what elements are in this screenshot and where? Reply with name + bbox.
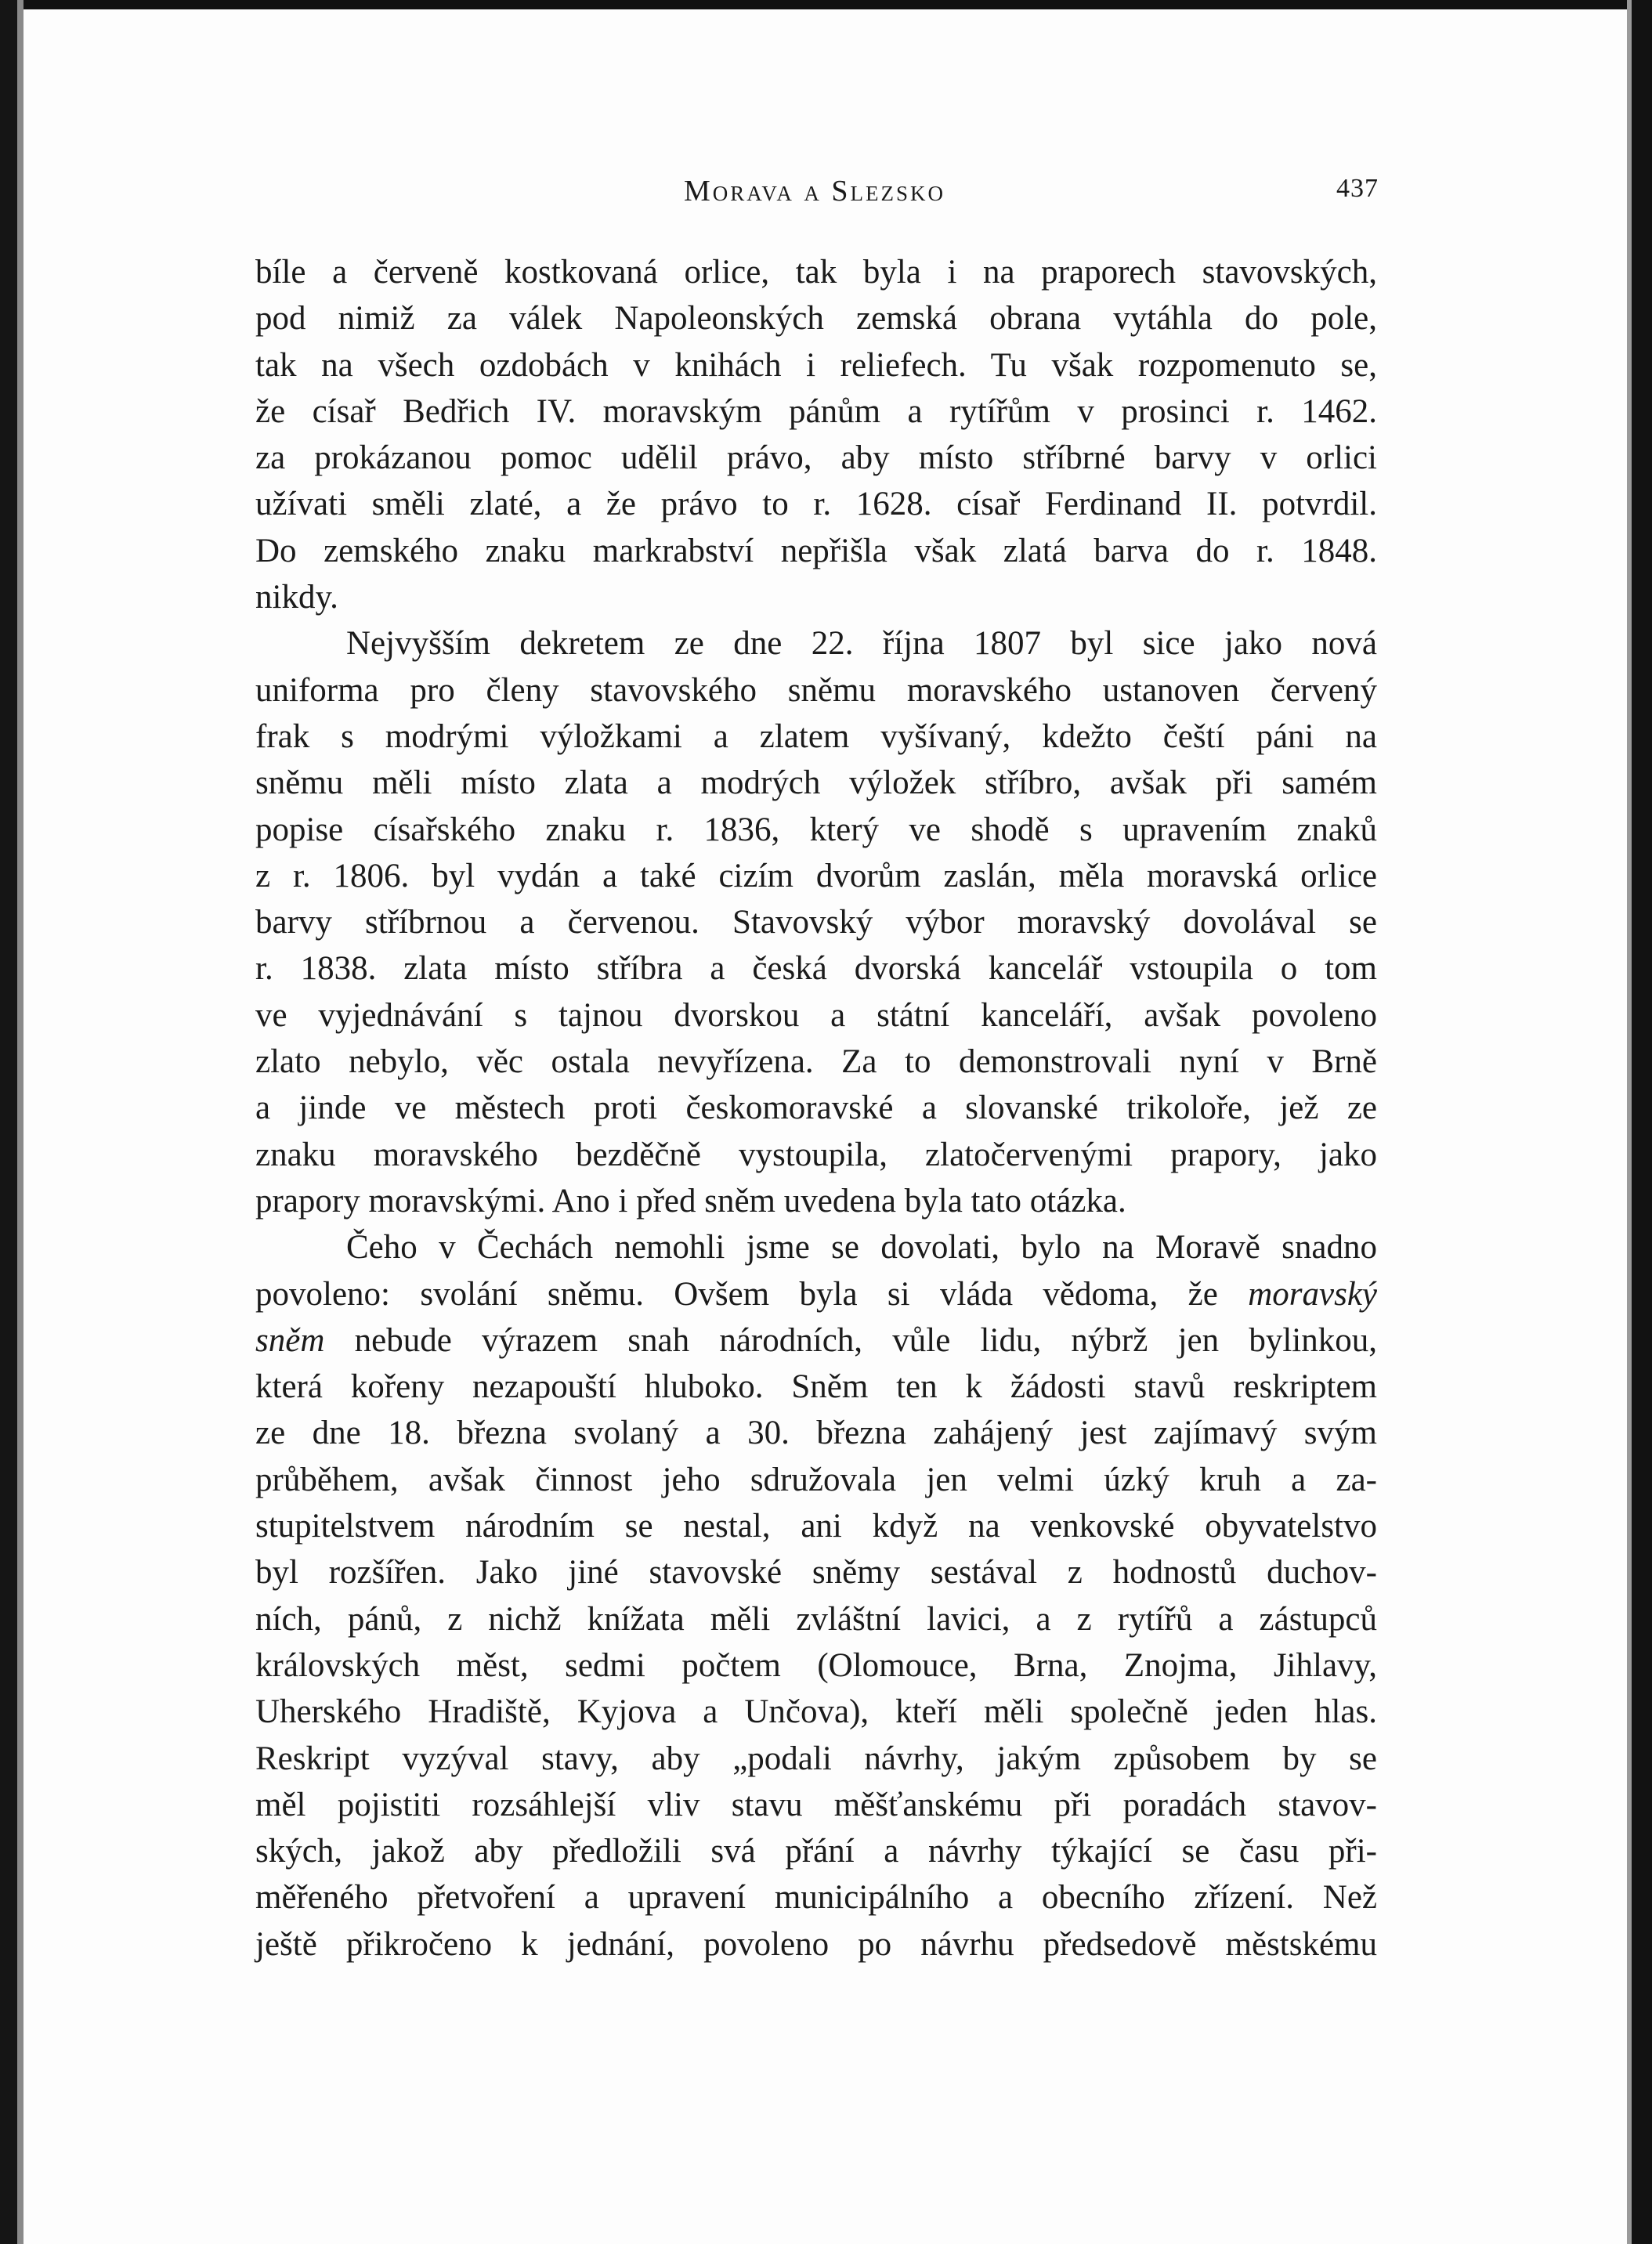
scan-edge-right bbox=[1632, 0, 1652, 2244]
text-line: bíle a červeně kostkovaná orlice, tak byla i na praporech stavovských, bbox=[255, 254, 1377, 291]
text-line: tak na všech ozdobách v knihách i reliefech. Tu však rozpomenuto se, bbox=[255, 346, 1377, 384]
paragraph-2 bbox=[255, 620, 1377, 1224]
text-line: ze dne 18. března svolaný a 30. března zahájený jest zajímavý svým bbox=[255, 1415, 1377, 1452]
italic-word: sněm bbox=[255, 1321, 325, 1359]
text-line: nikdy. bbox=[255, 579, 338, 616]
text-line: byl rozšířen. Jako jiné stavovské sněmy sestával z hodnostů duchov- bbox=[255, 1554, 1377, 1592]
text-line: že císař Bedřich IV. moravským pánům a rytířům v prosinci r. 1462. bbox=[255, 392, 1377, 430]
text-line: popise císařského znaku r. 1836, který ve shodě s upravením znaků bbox=[255, 811, 1377, 848]
text-line: Čeho v Čechách nemohli jsme se dovolati, bylo na Moravě snadno bbox=[346, 1229, 1377, 1267]
text-line: průběhem, avšak činnost jeho sdružovala jen velmi úzký kruh a za- bbox=[255, 1461, 1377, 1498]
text-line: sněmu měli místo zlata a modrých výložek stříbro, avšak při samém bbox=[255, 764, 1377, 802]
italic-word: moravský bbox=[1248, 1275, 1377, 1313]
text-line: měl pojistiti rozsáhlejší vliv stavu měšťanskému při poradách stavov- bbox=[255, 1786, 1377, 1823]
scan-edge-right-shadow bbox=[1627, 0, 1632, 2244]
text-line: znaku moravského bezděčně vystoupila, zlatočervenými prapory, jako bbox=[255, 1136, 1377, 1173]
text-line: ve vyjednávání s tajnou dvorskou a státní kanceláří, avšak povoleno bbox=[255, 996, 1377, 1034]
text-line: královských měst, sedmi počtem (Olomouce, Brna, Znojma, Jihlavy, bbox=[255, 1646, 1377, 1684]
text-line: frak s modrými výložkami a zlatem vyšívaný, kdežto čeští páni na bbox=[255, 717, 1377, 755]
text-line: povoleno: svolání sněmu. Ovšem byla si vláda vědoma, že moravský bbox=[255, 1275, 1377, 1313]
text-line: prapory moravskými. Ano i před sněm uvedena byla tato otázka. bbox=[255, 1182, 1126, 1220]
text-line: pod nimiž za válek Napoleonských zemská obrana vytáhla do pole, bbox=[255, 300, 1377, 338]
text-line: Reskript vyzýval stavy, aby „podali návrhy, jakým způsobem by se bbox=[255, 1740, 1377, 1777]
text-line: stupitelstvem národním se nestal, ani když na venkovské obyvatelstvo bbox=[255, 1508, 1377, 1545]
page-header bbox=[251, 174, 1379, 221]
scan-edge-left-shadow bbox=[17, 0, 23, 2244]
scan-edge-left bbox=[0, 0, 17, 2244]
text-line: za prokázanou pomoc udělil právo, aby místo stříbrné barvy v orlici bbox=[255, 439, 1377, 477]
page-number: 437 bbox=[1336, 174, 1379, 203]
paragraph-3 bbox=[255, 1224, 1377, 1968]
scan-edge-top bbox=[0, 0, 1652, 9]
text-line: ských, jakož aby předložili svá přání a návrhy týkající se času při- bbox=[255, 1833, 1377, 1870]
text-line: z r. 1806. byl vydán a také cizím dvorům zaslán, měla moravská orlice bbox=[255, 857, 1377, 894]
text-line: ních, pánů, z nichž knížata měli zvláštní lavici, a z rytířů a zástupců bbox=[255, 1600, 1377, 1638]
text-line: uniforma pro členy stavovského sněmu moravského ustanoven červený bbox=[255, 671, 1377, 709]
text-line: Nejvyšším dekretem ze dne 22. října 1807 byl sice jako nová bbox=[346, 625, 1377, 663]
text-line: a jinde ve městech proti českomoravské a slovanské trikoloře, jež ze bbox=[255, 1089, 1377, 1127]
text-line: sněm nebude výrazem snah národních, vůle lidu, nýbrž jen bylinkou, bbox=[255, 1321, 1377, 1359]
text-line: Uherského Hradiště, Kyjova a Unčova), kteří měli společně jeden hlas. bbox=[255, 1693, 1377, 1731]
body-text bbox=[255, 249, 1377, 1968]
text-line: zlato nebylo, věc ostala nevyřízena. Za to demonstrovali nyní v Brně bbox=[255, 1043, 1377, 1081]
text-line: Do zemského znaku markrabství nepřišla však zlatá barva do r. 1848. bbox=[255, 532, 1377, 569]
text-line: měřeného přetvoření a upravení municipálního a obecního zřízení. Než bbox=[255, 1879, 1377, 1917]
running-title: Morava a Slezsko bbox=[684, 175, 945, 208]
text-line: užívati směli zlaté, a že právo to r. 1628. císař Ferdinand II. potvrdil. bbox=[255, 486, 1377, 523]
text-line: která kořeny nezapouští hluboko. Sněm ten k žádosti stavů reskriptem bbox=[255, 1368, 1377, 1406]
text-line: r. 1838. zlata místo stříbra a česká dvorská kancelář vstoupila o tom bbox=[255, 950, 1377, 988]
paragraph-1 bbox=[255, 249, 1377, 620]
text-line: barvy stříbrnou a červenou. Stavovský výbor moravský dovolával se bbox=[255, 904, 1377, 941]
text-line: ještě přikročeno k jednání, povoleno po návrhu předsedově městskému bbox=[255, 1925, 1377, 1963]
